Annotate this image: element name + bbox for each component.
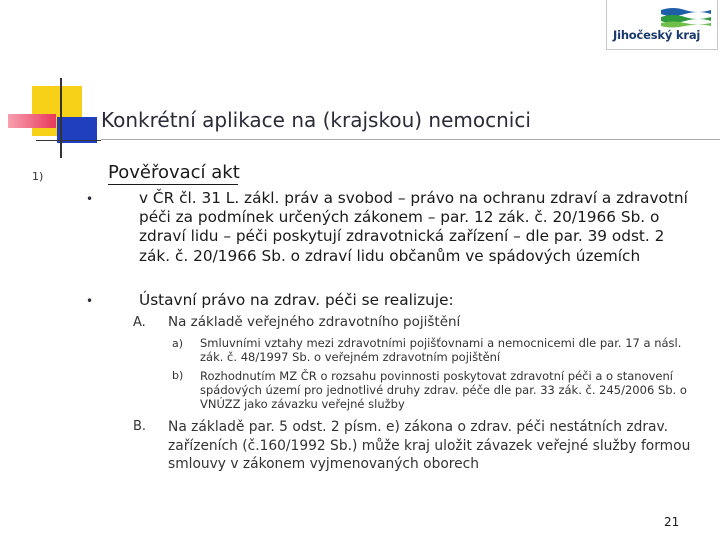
item-a-marker: A. (133, 315, 146, 330)
sub-b-text: Rozhodnutím MZ ČR o rozsahu povinnosti poskytovat zdravotní péči a o stanovení spádových území pro jednotlivé druhy zdrav. péče dle par. 33 zák. č. 245/2006 Sb. o VNÚZZ jako závazku veřejné služby (200, 369, 687, 411)
sub-a-marker: a) (172, 337, 184, 350)
decor-red-block (8, 114, 56, 128)
item-b-marker: B. (133, 419, 147, 434)
title-divider (101, 139, 720, 140)
decor-vertical-line (60, 78, 62, 158)
section-title: Pověřovací akt (108, 162, 240, 183)
bullet-text-1: v ČR čl. 31 L. zákl. práv a svobod – právo na ochranu zdraví a zdravotní péči za podmínek určených zákonem – par. 12 zák. č. 20/1966 Sb. o zdraví lidu – péči poskytují zdravotnická zařízení – dle par. 39 odst. 2 zák. č. 20/1966 Sb. o zdraví lidu občanům ve spádových územích (139, 189, 688, 265)
bullet-dot-1: • (86, 192, 94, 206)
bullet-text-2: Ústavní právo na zdrav. péči se realizuje: (139, 291, 454, 309)
page-number: 21 (664, 515, 680, 529)
bullet-dot-2: • (86, 294, 94, 308)
item-b-text: Na základě par. 5 odst. 2 písm. e) zákona o zdrav. péči nestátních zdrav. zařízeních (č.160/1992 Sb.) může kraj uložit závazek veřejné služby formou smlouvy v zákonem vyjmenovaných oborech (168, 419, 691, 472)
item-a-text: Na základě veřejného zdravotního pojištění (168, 314, 461, 330)
logo-waves-icon (659, 6, 713, 28)
section-title-underline (108, 184, 238, 185)
sub-b-marker: b) (172, 369, 184, 382)
jihocesky-kraj-logo (606, 0, 718, 50)
sub-a-text: Smluvními vztahy mezi zdravotními pojišťovnami a nemocnicemi dle par. 17 a násl. zák. č. 48/1997 Sb. o veřejném zdravotním pojištění (200, 336, 682, 364)
slide-title: Konkrétní aplikace na (krajskou) nemocnici (101, 108, 531, 132)
decor-horizontal-line (36, 140, 101, 141)
section-number: 1) (32, 170, 44, 183)
logo-text: Jihočeský kraj (613, 28, 701, 42)
